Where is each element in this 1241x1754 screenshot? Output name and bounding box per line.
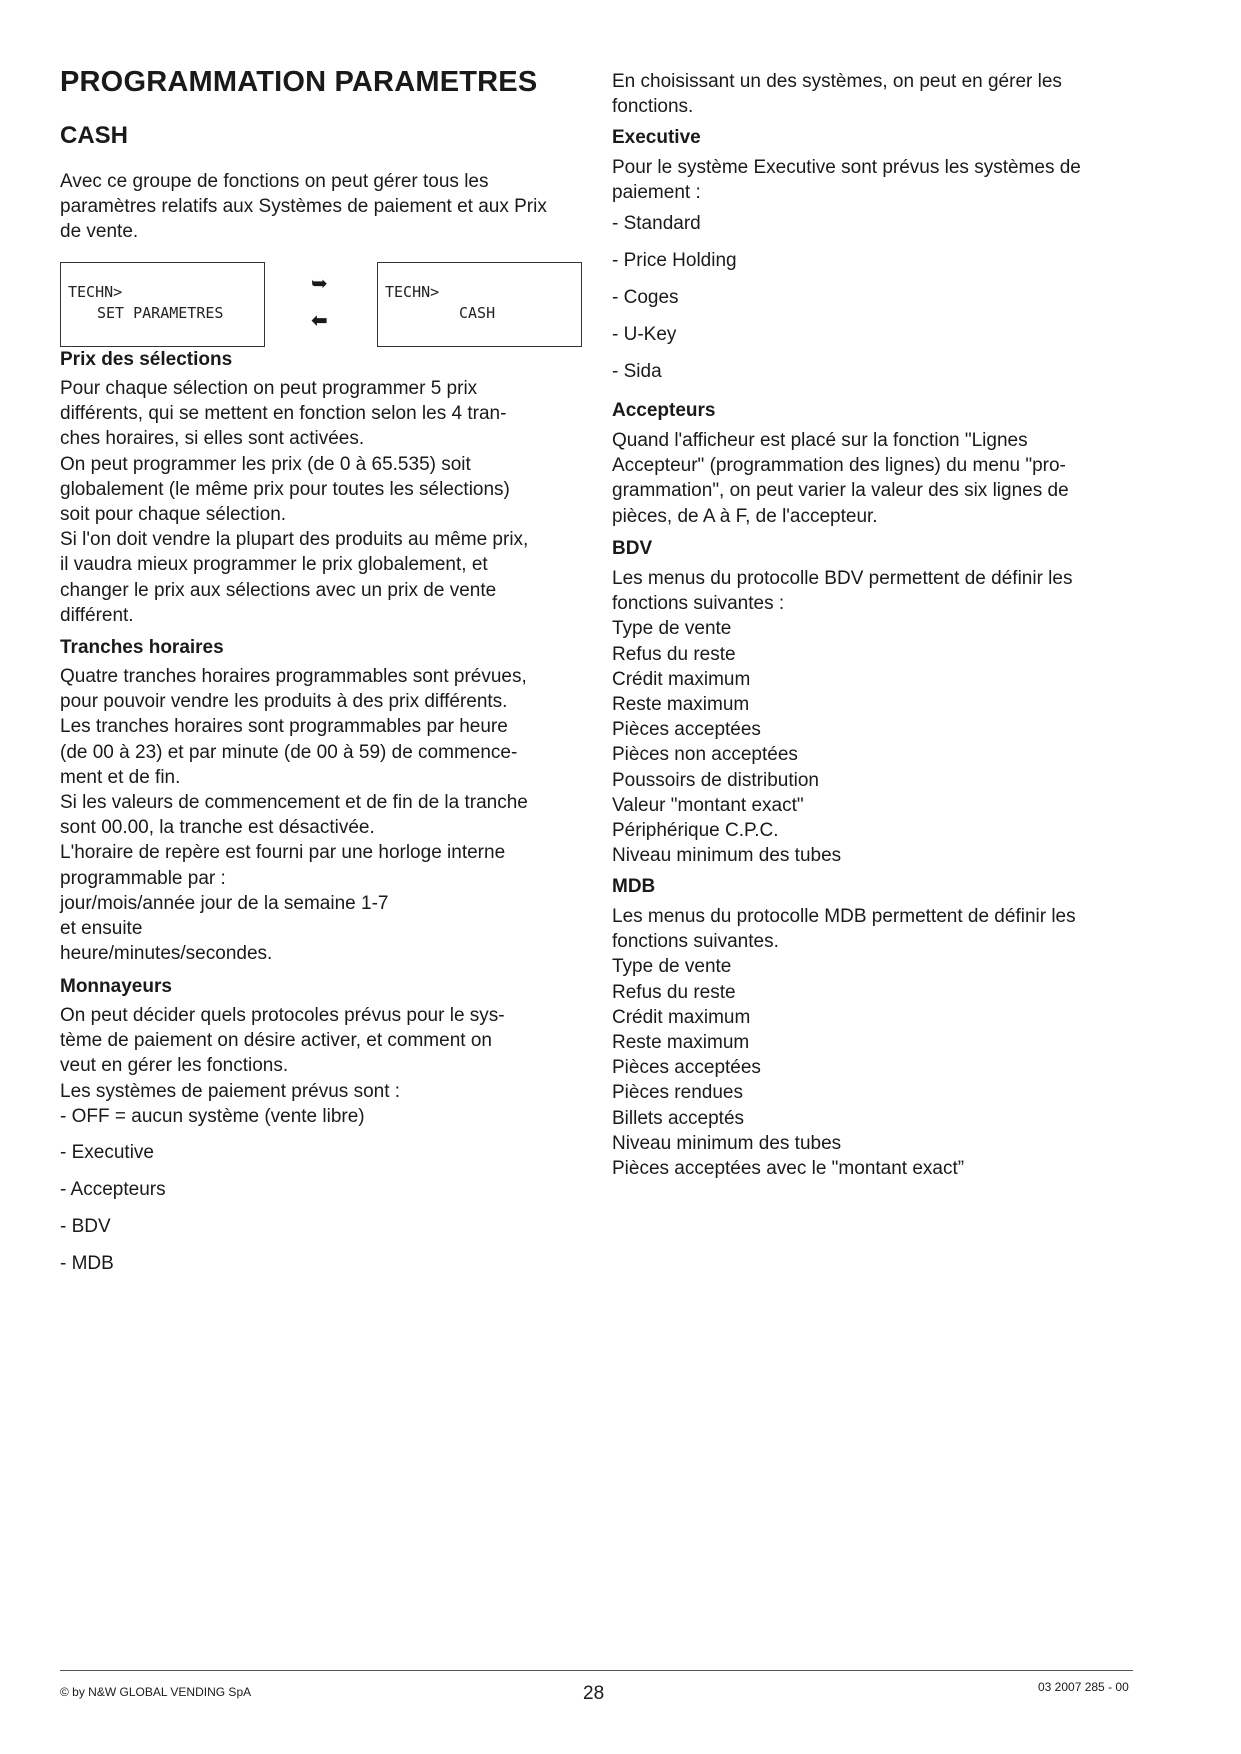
accepteurs-paragraph — [612, 428, 1069, 529]
section-title-cash: CASH — [60, 122, 129, 149]
display-line-2: SET PARAMETRES — [97, 304, 224, 322]
footer-copyright: © by N&W GLOBAL VENDING SpA — [60, 1685, 252, 1699]
display-line-1: TECHN> — [68, 283, 123, 301]
heading-mdb: MDB — [612, 876, 656, 897]
list-item: - Price Holding — [612, 250, 737, 271]
arrow-right-icon: ➥ — [311, 271, 328, 295]
text-line: Reste maximum — [612, 1032, 750, 1054]
heading-prix-selections: Prix des sélections — [60, 349, 233, 370]
list-item: - Accepteurs — [60, 1179, 166, 1200]
text-line: Les menus du protocolle BDV permettent de définir les — [612, 568, 1073, 589]
text-line: (de 00 à 23) et par minute (de 00 à 59) de commence- — [60, 741, 518, 763]
heading-tranches-horaires: Tranches horaires — [60, 637, 224, 658]
text-line: Pièces acceptées — [612, 1057, 761, 1079]
list-item: - U-Key — [612, 324, 677, 345]
text-line: Pièces rendues — [612, 1082, 743, 1104]
text-line: Niveau minimum des tubes — [612, 1132, 842, 1154]
text-line: Si l'on doit vendre la plupart des produits au même prix, — [60, 529, 529, 551]
text-line: Pièces acceptées — [612, 719, 761, 741]
text-line: fonctions suivantes : — [612, 593, 785, 615]
text-line: programmable par : — [60, 867, 226, 889]
text-line: On peut décider quels protocoles prévus pour le sys- — [60, 1005, 505, 1026]
text-line: Valeur "montant exact" — [612, 794, 804, 816]
text-line: globalement (le même prix pour toutes les sélections) — [60, 478, 510, 500]
prix-paragraph — [60, 376, 528, 628]
text-line: Poussoirs de distribution — [612, 769, 819, 791]
text-line: pour pouvoir vendre les produits à des prix différents. — [60, 691, 508, 713]
list-item: - BDV — [60, 1216, 111, 1237]
page-number: 28 — [583, 1683, 605, 1704]
text-line: pièces, de A à F, de l'accepteur. — [612, 505, 878, 527]
mdb-paragraph — [612, 904, 1076, 1181]
right-intro-paragraph: En choisissant un des systèmes, on peut en gérer les fonctions. — [612, 71, 1062, 118]
text-line: Pièces acceptées avec le "montant exact” — [612, 1158, 965, 1180]
text-line: Type de vente — [612, 956, 732, 978]
executive-paragraph: Pour le système Executive sont prévus les systèmes de paiement : — [612, 157, 1081, 204]
tranches-paragraph — [60, 664, 528, 966]
text-line: soit pour chaque sélection. — [60, 504, 287, 526]
text-line: L'horaire de repère est fourni par une horloge interne — [60, 842, 506, 864]
list-item: - Standard — [612, 213, 701, 234]
text-line: fonctions suivantes. — [612, 931, 779, 953]
text-line: Type de vente — [612, 618, 732, 640]
text-line: Si les valeurs de commencement et de fin de la tranche — [60, 792, 528, 814]
footer-doc-code: 03 2007 285 - 00 — [1038, 1680, 1129, 1694]
text-line: ment et de fin. — [60, 766, 181, 788]
text-line: Pièces non acceptées — [612, 744, 798, 766]
text-line: il vaudra mieux programmer le prix globalement, et — [60, 554, 488, 576]
page-title: PROGRAMMATION PARAMETRES — [60, 66, 538, 98]
text-line: Refus du reste — [612, 981, 736, 1003]
text-line: Reste maximum — [612, 694, 750, 716]
bdv-paragraph — [612, 566, 1072, 868]
heading-monnayeurs: Monnayeurs — [60, 976, 172, 997]
text-line: changer le prix aux sélections avec un prix de vente — [60, 579, 497, 601]
heading-bdv: BDV — [612, 538, 653, 559]
text-line: et ensuite — [60, 918, 143, 940]
text-line: différents, qui se mettent en fonction selon les 4 tran- — [60, 403, 507, 425]
arrow-left-icon: ⬅ — [311, 308, 328, 332]
text-line: Pour chaque sélection on peut programmer 5 prix — [60, 378, 478, 399]
list-item: - Sida — [612, 361, 662, 382]
display-set-parametres — [60, 262, 265, 347]
text-line: - OFF = aucun système (vente libre) — [60, 1105, 365, 1127]
text-line: Les menus du protocolle MDB permettent de définir les — [612, 906, 1076, 927]
text-line: Refus du reste — [612, 643, 736, 665]
display-line-1: TECHN> — [385, 283, 440, 301]
text-line: heure/minutes/secondes. — [60, 943, 273, 965]
display-line-2: CASH — [459, 304, 496, 322]
text-line: tème de paiement on désire activer, et comment on — [60, 1030, 492, 1052]
text-line: ches horaires, si elles sont activées. — [60, 428, 365, 450]
text-line: On peut programmer les prix (de 0 à 65.535) soit — [60, 453, 471, 475]
text-line: Quatre tranches horaires programmables sont prévues, — [60, 666, 527, 687]
heading-executive: Executive — [612, 127, 701, 148]
text-line: Périphérique C.P.C. — [612, 820, 779, 842]
text-line: différent. — [60, 604, 134, 626]
heading-accepteurs: Accepteurs — [612, 400, 716, 421]
text-line: Les systèmes de paiement prévus sont : — [60, 1080, 401, 1102]
display-cash — [377, 262, 582, 347]
text-line: Les tranches horaires sont programmables par heure — [60, 716, 508, 738]
text-line: grammation", on peut varier la valeur des six lignes de — [612, 480, 1069, 502]
text-line: Crédit maximum — [612, 668, 751, 690]
text-line: jour/mois/année jour de la semaine 1-7 — [60, 892, 389, 914]
intro-paragraph: Avec ce groupe de fonctions on peut gérer tous les paramètres relatifs aux Systèmes de paiement et aux Prix de vente. — [60, 171, 547, 243]
list-item: - Executive — [60, 1142, 154, 1163]
text-line: Niveau minimum des tubes — [612, 845, 842, 867]
text-line: Quand l'afficheur est placé sur la fonction "Lignes — [612, 430, 1028, 451]
list-item: - MDB — [60, 1253, 114, 1274]
text-line: sont 00.00, la tranche est désactivée. — [60, 817, 375, 839]
text-line: Billets acceptés — [612, 1107, 745, 1129]
text-line: Accepteur" (programmation des lignes) du menu "pro- — [612, 455, 1066, 477]
footer-divider — [60, 1670, 1133, 1671]
monnayeurs-paragraph — [60, 1003, 505, 1129]
text-line: Crédit maximum — [612, 1006, 751, 1028]
text-line: veut en gérer les fonctions. — [60, 1055, 289, 1077]
list-item: - Coges — [612, 287, 679, 308]
